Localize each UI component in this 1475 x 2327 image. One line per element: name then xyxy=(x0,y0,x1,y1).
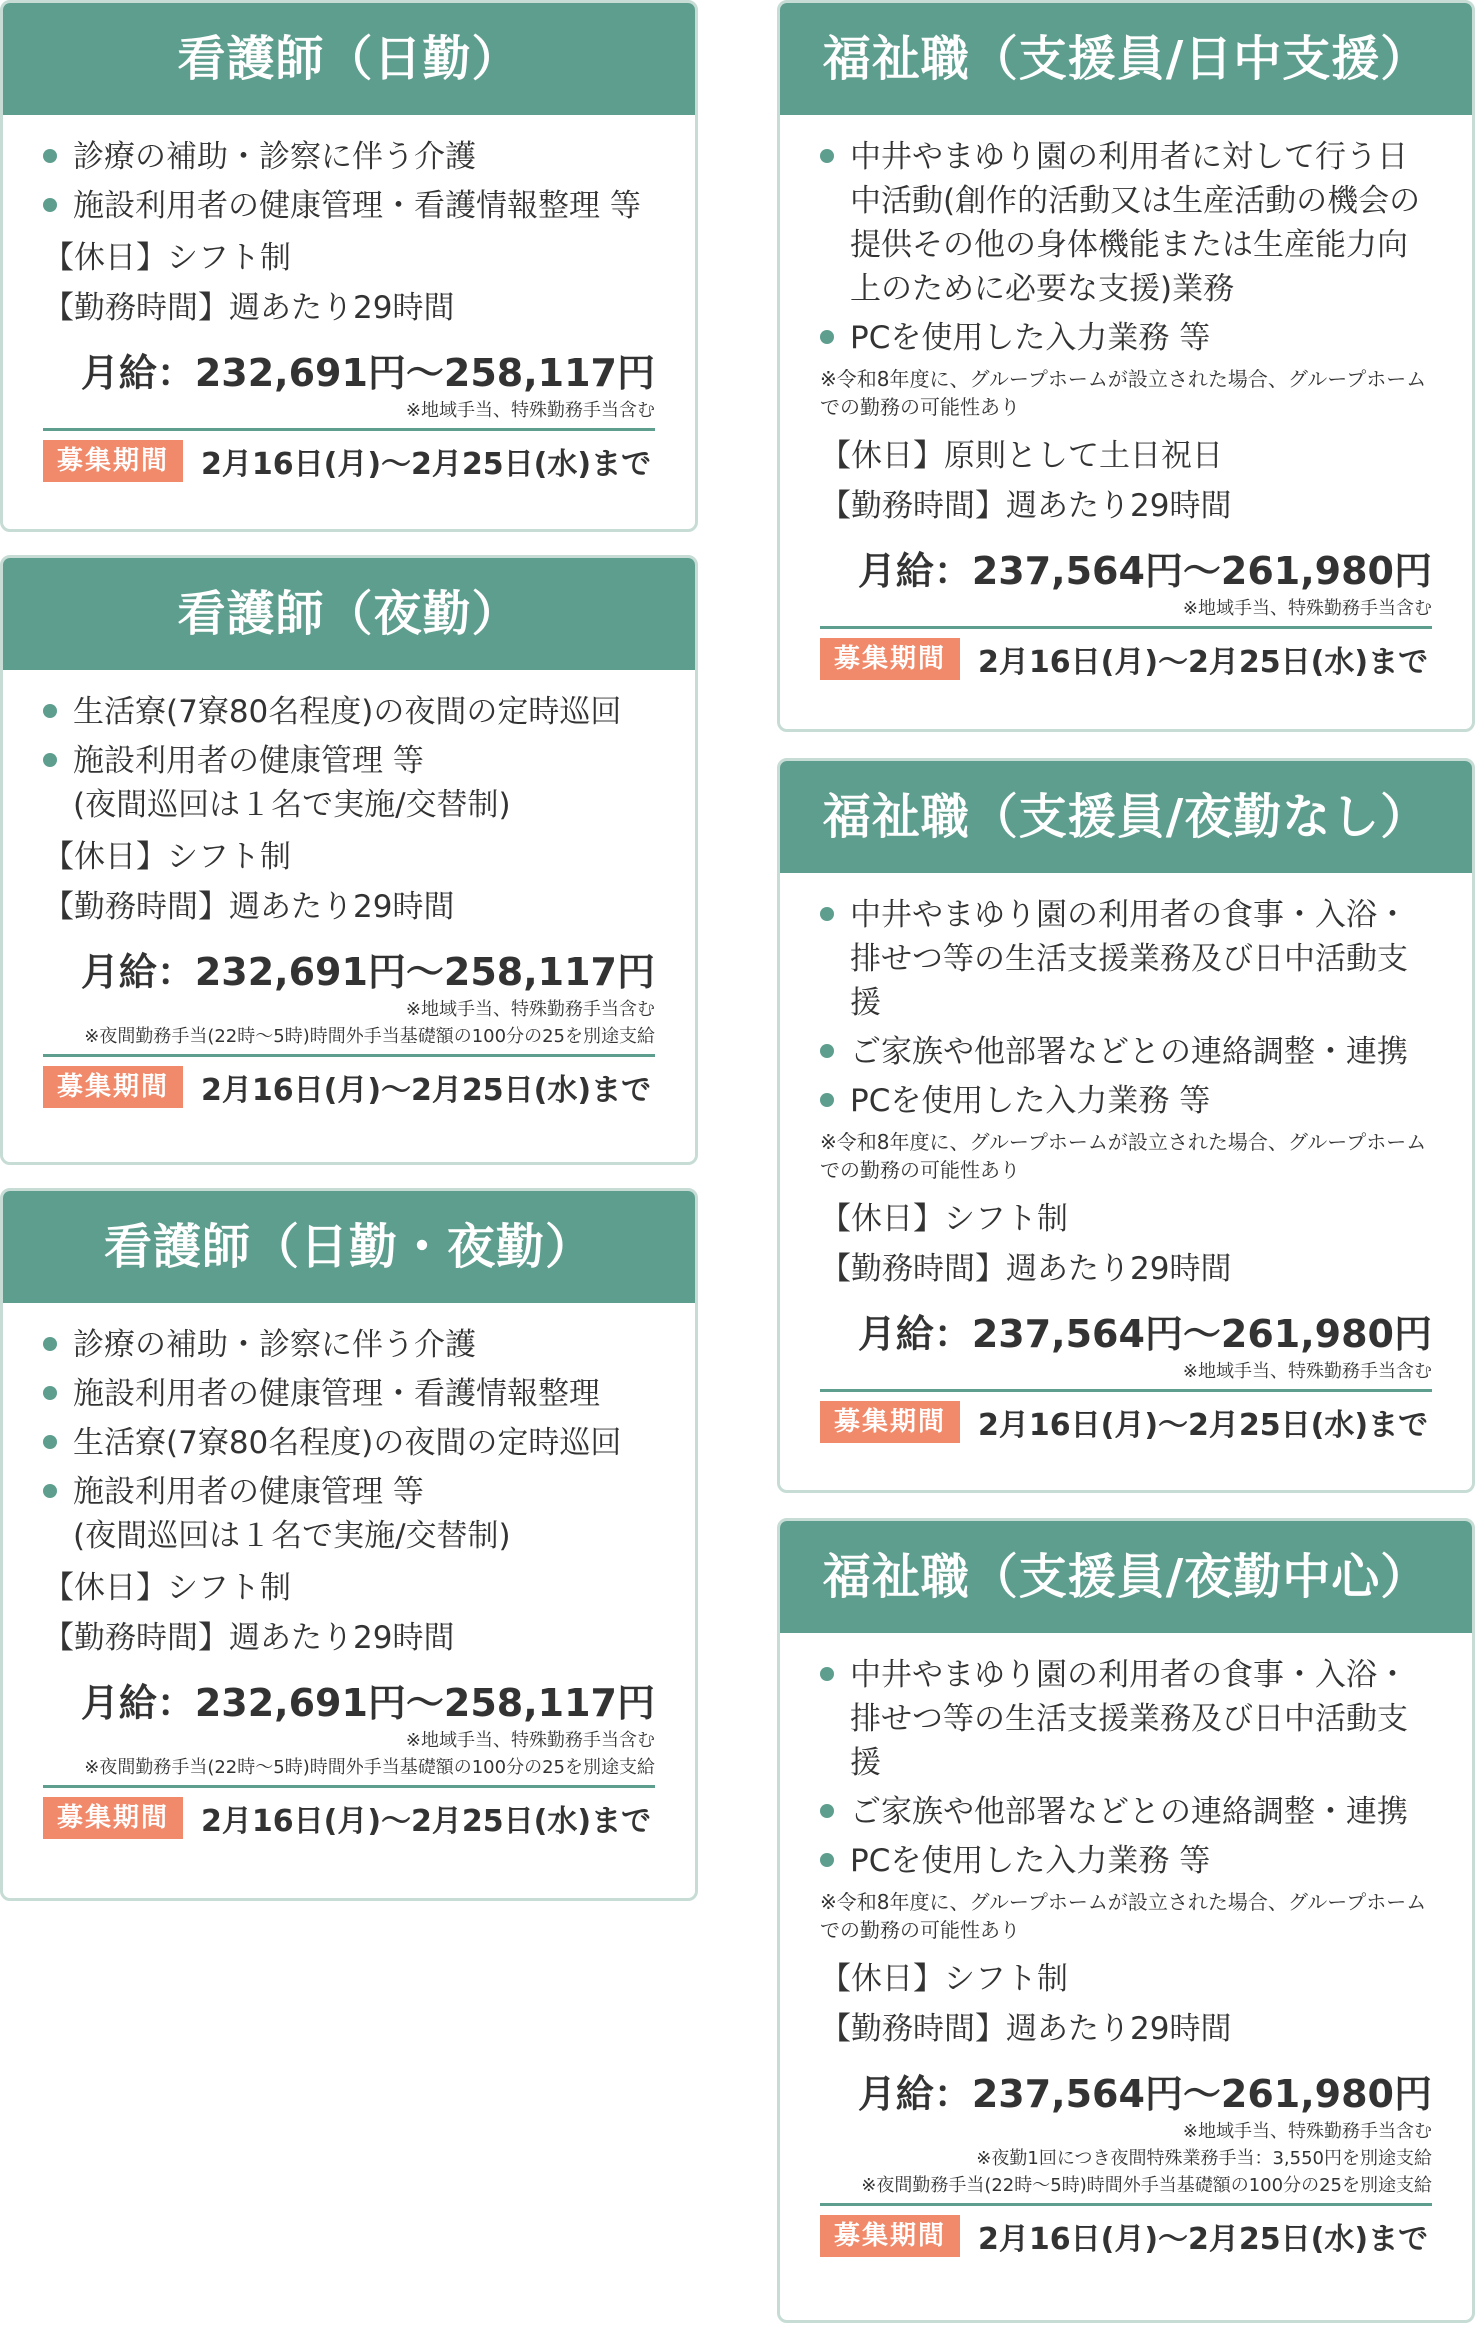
card-title: 看護師（日勤） xyxy=(3,3,695,115)
job-card-nurse-day-night xyxy=(0,1188,698,1901)
salary: 月給：232,691円〜258,117円 xyxy=(80,950,655,994)
duty-note: ※令和8年度に、グループホームが設立された場合、グループホームでの勤務の可能性あり xyxy=(820,367,1427,419)
salary-note: ※地域手当、特殊勤務手当含む xyxy=(1182,598,1432,619)
card-body xyxy=(780,873,1472,1466)
duty-item: 施設利用者の健康管理・看護情報整理 xyxy=(43,1372,655,1416)
salary: 月給：232,691円〜258,117円 xyxy=(80,351,655,395)
salary-note: ※夜間勤務手当(22時〜5時)時間外手当基礎額の100分の25を別途支給 xyxy=(861,2175,1432,2196)
period-badge: 募集期間 xyxy=(820,1401,960,1443)
job-card-welfare-night xyxy=(777,1518,1475,2323)
recruitment-period xyxy=(43,439,655,505)
period-badge: 募集期間 xyxy=(43,1797,183,1839)
job-card-nurse-day xyxy=(0,0,698,532)
job-card-nurse-night xyxy=(0,555,698,1165)
salary-note: ※夜間勤務手当(22時〜5時)時間外手当基礎額の100分の25を別途支給 xyxy=(84,1026,655,1047)
duty-note: ※令和8年度に、グループホームが設立された場合、グループホームでの勤務の可能性あり xyxy=(820,1890,1427,1942)
duty-item: ご家族や他部署などとの連絡調整・連携 xyxy=(820,1030,1432,1074)
card-body xyxy=(3,115,695,505)
card-body xyxy=(780,1633,1472,2280)
salary-note: ※地域手当、特殊勤務手当含む xyxy=(405,400,655,421)
duty-item: 中井やまゆり園の利用者の食事・入浴・排せつ等の生活支援業務及び日中活動支援 xyxy=(820,1653,1432,1785)
duty-item: 診療の補助・診察に伴う介護 xyxy=(43,1323,655,1367)
card-title: 福祉職（支援員/夜勤中心） xyxy=(780,1521,1472,1633)
duty-list xyxy=(43,1323,655,1558)
job-card-welfare-daytime xyxy=(777,0,1475,732)
salary-note: ※地域手当、特殊勤務手当含む xyxy=(405,1730,655,1751)
card-body xyxy=(3,670,695,1131)
recruitment-period xyxy=(820,1400,1432,1466)
holiday-info: 【休日】シフト制 xyxy=(43,839,291,875)
divider xyxy=(43,428,655,431)
duty-list xyxy=(43,690,655,827)
divider xyxy=(820,2203,1432,2206)
salary: 月給：237,564円〜261,980円 xyxy=(857,1312,1432,1356)
work-hours-info: 【勤務時間】週あたり29時間 xyxy=(43,889,455,925)
salary-note: ※地域手当、特殊勤務手当含む xyxy=(1182,1361,1432,1382)
divider xyxy=(43,1785,655,1788)
work-hours-info: 【勤務時間】週あたり29時間 xyxy=(820,1251,1232,1287)
period-badge: 募集期間 xyxy=(43,1066,183,1108)
salary: 月給：237,564円〜261,980円 xyxy=(857,2072,1432,2116)
salary-note: ※夜間勤務手当(22時〜5時)時間外手当基礎額の100分の25を別途支給 xyxy=(84,1757,655,1778)
work-hours-info: 【勤務時間】週あたり29時間 xyxy=(820,2011,1232,2047)
work-hours-info: 【勤務時間】週あたり29時間 xyxy=(43,1620,455,1656)
job-card-welfare-no-night xyxy=(777,758,1475,1493)
work-hours-info: 【勤務時間】週あたり29時間 xyxy=(43,290,455,326)
card-body xyxy=(780,115,1472,703)
holiday-info: 【休日】シフト制 xyxy=(820,1961,1068,1997)
duty-item: PCを使用した入力業務 等 xyxy=(820,316,1432,360)
period-dates: 2月16日(月)〜2月25日(水)まで xyxy=(201,1073,652,1108)
period-badge: 募集期間 xyxy=(43,440,183,482)
duty-note: ※令和8年度に、グループホームが設立された場合、グループホームでの勤務の可能性あり xyxy=(820,1130,1427,1182)
duty-item: 中井やまゆり園の利用者に対して行う日中活動(創作的活動又は生産活動の機会の提供その他の身体機能または生産能力向上のために必要な支援)業務 xyxy=(820,135,1432,311)
recruitment-period xyxy=(43,1796,655,1862)
salary-note: ※夜勤1回につき夜間特殊業務手当：3,550円を別途支給 xyxy=(976,2148,1432,2169)
recruitment-period xyxy=(820,637,1432,703)
divider xyxy=(43,1054,655,1057)
card-title: 福祉職（支援員/夜勤なし） xyxy=(780,761,1472,873)
period-dates: 2月16日(月)〜2月25日(水)まで xyxy=(978,2222,1429,2257)
divider xyxy=(820,626,1432,629)
period-badge: 募集期間 xyxy=(820,2215,960,2257)
duty-item: 生活寮(7寮80名程度)の夜間の定時巡回 xyxy=(43,690,655,734)
holiday-info: 【休日】シフト制 xyxy=(43,1570,291,1606)
duty-item: PCを使用した入力業務 等 xyxy=(820,1079,1432,1123)
period-dates: 2月16日(月)〜2月25日(水)まで xyxy=(978,645,1429,680)
duty-item: 施設利用者の健康管理・看護情報整理 等 xyxy=(43,184,655,228)
period-dates: 2月16日(月)〜2月25日(水)まで xyxy=(201,1804,652,1839)
card-title: 看護師（夜勤） xyxy=(3,558,695,670)
duty-item: ご家族や他部署などとの連絡調整・連携 xyxy=(820,1790,1432,1834)
period-badge: 募集期間 xyxy=(820,638,960,680)
work-hours-info: 【勤務時間】週あたり29時間 xyxy=(820,488,1232,524)
duty-item: 診療の補助・診察に伴う介護 xyxy=(43,135,655,179)
duty-item: 中井やまゆり園の利用者の食事・入浴・排せつ等の生活支援業務及び日中活動支援 xyxy=(820,893,1432,1025)
holiday-info: 【休日】シフト制 xyxy=(820,1201,1068,1237)
recruitment-period xyxy=(43,1065,655,1131)
card-title: 看護師（日勤・夜勤） xyxy=(3,1191,695,1303)
divider xyxy=(820,1389,1432,1392)
holiday-info: 【休日】原則として土日祝日 xyxy=(820,438,1223,474)
card-body xyxy=(3,1303,695,1862)
salary-note: ※地域手当、特殊勤務手当含む xyxy=(1182,2121,1432,2142)
salary: 月給：232,691円〜258,117円 xyxy=(80,1681,655,1725)
duty-item: PCを使用した入力業務 等 xyxy=(820,1839,1432,1883)
duty-item: 生活寮(7寮80名程度)の夜間の定時巡回 xyxy=(43,1421,655,1465)
recruitment-period xyxy=(820,2214,1432,2280)
salary-note: ※地域手当、特殊勤務手当含む xyxy=(405,999,655,1020)
card-title: 福祉職（支援員/日中支援） xyxy=(780,3,1472,115)
duty-list xyxy=(820,1653,1432,1883)
holiday-info: 【休日】シフト制 xyxy=(43,240,291,276)
duty-item: 施設利用者の健康管理 等 (夜間巡回は１名で実施/交替制) xyxy=(43,1470,655,1558)
salary: 月給：237,564円〜261,980円 xyxy=(857,549,1432,593)
duty-list xyxy=(820,893,1432,1123)
period-dates: 2月16日(月)〜2月25日(水)まで xyxy=(978,1408,1429,1443)
period-dates: 2月16日(月)〜2月25日(水)まで xyxy=(201,447,652,482)
duty-list xyxy=(43,135,655,228)
duty-list xyxy=(820,135,1432,360)
duty-item: 施設利用者の健康管理 等 (夜間巡回は１名で実施/交替制) xyxy=(43,739,655,827)
